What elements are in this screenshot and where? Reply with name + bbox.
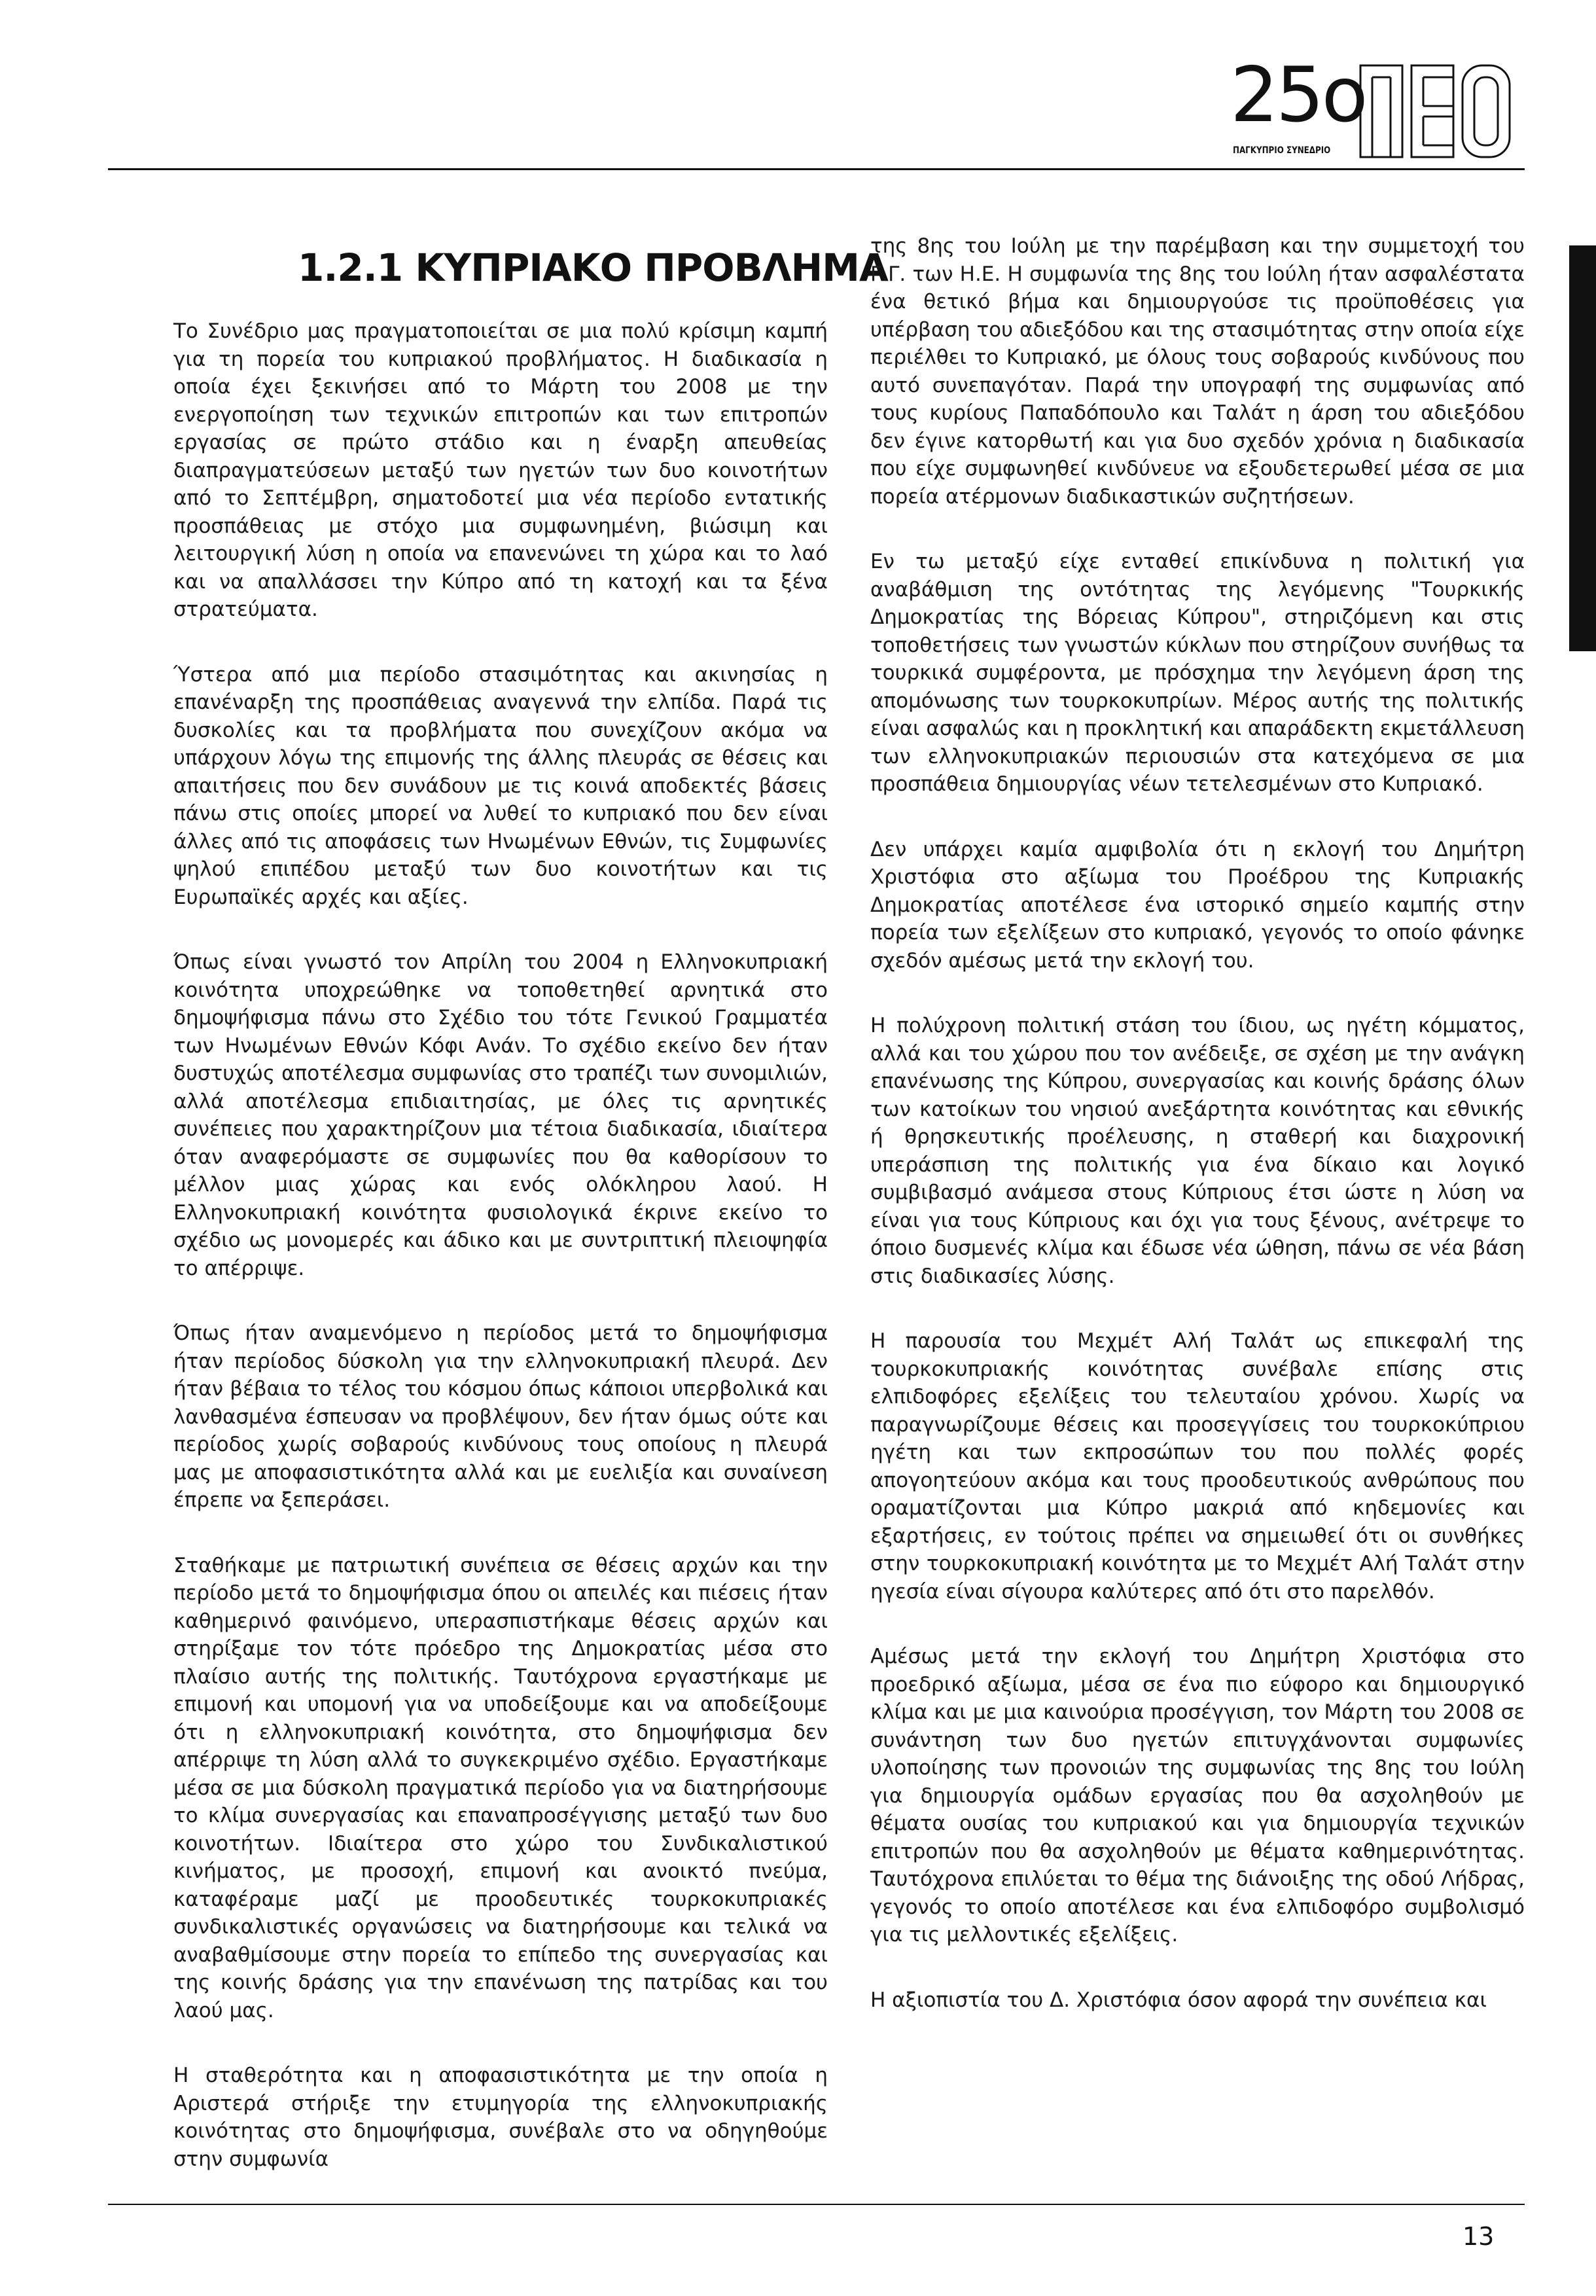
logo-number: 25ο — [1230, 51, 1366, 139]
paragraph: Εν τω μεταξύ είχε ενταθεί επικίνδυνα η πολιτική για αναβάθμιση της οντότητας της λεγόμενης "Τουρκικής Δημοκρατίας της Βόρειας Κύπρου", στηριζόμενη και στις τοποθετήσεις των γνωστών κύκλων που στηρίζουν συνήθως τα τουρκικά συμφέροντα, με πρόσχημα την λεγόμενη άρση της απομόνωσης των τουρκοκυπρίων. Μέρος αυτής της πολιτικής είναι ασφαλώς και η προκλητική και απαράδεκτη εκμετάλλευση των ελληνοκυπριακών περιουσιών στα κατεχόμενα σε μια προσπάθεια δημιουργίας νέων τετελεσμένων στο Κυπριακό. — [870, 550, 1525, 796]
paragraph: της 8ης του Ιούλη με την παρέμβαση και την συμμετοχή του Γ.Γ. των Η.Ε. Η συμφωνία της 8ης του Ιούλη ήταν ασφαλέστατα ένα θετικό βήμα και δημιουργούσε τις προϋποθέσεις για υπέρβαση του αδιεξόδου και της στασιμότητας στην οποία είχε περιέλθει το Κυπριακό, με όλους τους σοβαρούς κινδύνους που αυτό συνεπαγόταν. Παρά την υπογραφή της συμφωνίας από τους κυρίους Παπαδόπουλο και Ταλάτ η άρση του αδιεξόδου δεν έγινε κατορθωτή και για δυο σχεδόν χρόνια η διαδικασία που είχε συμφωνηθεί κινδύνευε να εξουδετερωθεί μέσα σε μια πορεία ατέρμονων διαδικαστικών συζητήσεων. — [870, 234, 1525, 509]
section-title: 1.2.1 ΚΥΠΡΙΑΚΟ ΠΡΟΒΛΗΜΑ — [298, 245, 888, 290]
paragraph: Η σταθερότητα και η αποφασιστικότητα με την οποία η Αριστερά στήριξε την ετυμηγορία της ελληνοκυπριακής κοινότητας στο δημοψήφισμα, συνέβαλε στο να οδηγηθούμε στην συμφωνία — [173, 2064, 828, 2171]
logo-letters-graphic — [1358, 62, 1515, 160]
paragraph: Όπως είναι γνωστό τον Απρίλη του 2004 η Ελληνοκυπριακή κοινότητα υποχρεώθηκε να τοποθετηθεί αρνητικά στο δημοψήφισμα πάνω στο Σχέδιο του τότε Γενικού Γραμματέα των Ηνωμένων Εθνών Κόφι Ανάν. Το σχέδιο εκείνο δεν ήταν δυστυχώς αποτέλεσμα συμφωνίας στο τραπέζι των συνομιλιών, αλλά αποτέλεσμα επιδιαιτησίας, με όλες τις αρνητικές συνέπειες που χαρακτηρίζουν μια τέτοια διαδικασία, ιδιαίτερα όταν αναφερόμαστε σε συμφωνίες που θα καθορίσουν το μέλλον μιας χώρας και ενός ολόκληρου λαού. Η Ελληνοκυπριακή κοινότητα φυσιολογικά έκρινε εκείνο το σχέδιο ως μονομερές και άδικο και με συντριπτική πλειοψηφία το απέρριψε. — [173, 950, 828, 1280]
header-rule — [108, 168, 1525, 170]
footer-rule — [108, 2204, 1525, 2205]
left-column — [173, 232, 888, 2210]
paragraph: Το Συνέδριο μας πραγματοποιείται σε μια πολύ κρίσιμη καμπή για τη πορεία του κυπριακού προβλήματος. Η διαδικασία η οποία έχει ξεκινήσει από το Μάρτη του 2008 με την ενεργοποίηση των τεχνικών επιτροπών και των επιτροπών εργασίας σε πρώτο στάδιο και η έναρξη απευθείας διαπραγματεύσεων μεταξύ των ηγετών των δυο κοινοτήτων από το Σεπτέμβρη, σηματοδοτεί μια νέα περίοδο εντατικής προσπάθειας με στόχο μια συμφωνημένη, βιώσιμη και λειτουργική λύση η οποία να επανενώνει τη χώρα και το λαό και να απαλλάσσει την Κύπρο από τη κατοχή και τα ξένα στρατεύματα. — [173, 319, 828, 621]
paragraph: Αμέσως μετά την εκλογή του Δημήτρη Χριστόφια στο προεδρικό αξίωμα, μέσα σε ένα πιο εύφορο και δημιουργικό κλίμα και με μια καινούρια προσέγγιση, τον Μάρτη του 2008 σε συνάντηση των δυο ηγετών επιτυγχάνονται συμφωνίες υλοποίησης των προνοιών της συμφωνίας της 8ης του Ιούλη για δημιουργία ομάδων εργασίας που θα ασχοληθούν με θέματα ουσίας του κυπριακού και για δημιουργία τεχνικών επιτροπών που θα ασχοληθούν με θέματα καθημερινότητας. Ταυτόχρονα επιλύεται το θέμα της διάνοιξης της οδού Λήδρας, γεγονός το οποίο αποτέλεσε και ένα ελπιδοφόρο συμβολισμό για τις μελλοντικές εξελίξεις. — [870, 1645, 1525, 1946]
page-number: 13 — [1463, 2222, 1495, 2251]
paragraph: Η πολύχρονη πολιτική στάση του ίδιου, ως ηγέτη κόμματος, αλλά και του χώρου που τον ανέδειξε, σε σχέση με την ανάγκη επανένωσης της Κύπρου, συνεργασίας και κοινής δράσης όλων των κατοίκων του νησιού ανεξάρτητα κοινότητας και εθνικής ή θρησκευτικής προέλευσης, η σταθερή και διαχρονική υπεράσπιση της πολιτικής για ένα δίκαιο και λογικό συμβιβασμό ανάμεσα στους Κύπριους έτσι ώστε η λύση να είναι για τους Κύπριους και όχι για τους ξένους, ανέτρεψε το όποιο δυσμενές κλίμα και έδωσε νέα ώθηση, πάνω σε νέα βάση στις διαδικασίες λύσης. — [870, 1014, 1525, 1288]
paragraph: Σταθήκαμε με πατριωτική συνέπεια σε θέσεις αρχών και την περίοδο μετά το δημοψήφισμα όπου οι απειλές και πιέσεις ήταν καθημερινό φαινόμενο, υπερασπιστήκαμε θέσεις αρχών και στηρίξαμε τον τότε πρόεδρο της Δημοκρατίας μέσα στο πλαίσιο αυτής της πολιτικής. Ταυτόχρονα εργαστήκαμε με επιμονή και υπομονή για να υποδείξουμε και να αποδείξουμε ότι η ελληνοκυπριακή κοινότητα, στο δημοψήφισμα δεν απέρριψε τη λύση αλλά το συγκεκριμένο σχέδιο. Εργαστήκαμε μέσα σε μια δύσκολη πραγματικά περίοδο για να διατηρήσουμε το κλίμα συνεργασίας και επαναπροσέγγισης μεταξύ των δυο κοινοτήτων. Ιδιαίτερα στο χώρο του Συνδικαλιστικού κινήματος, με προσοχή, επιμονή και ανοικτό πνεύμα, καταφέραμε μαζί με προοδευτικές τουρκοκυπριακές συνδικαλιστικές οργανώσεις να διατηρήσουμε και τελικά να αναβαθμίσουμε στην πορεία το επίπεδο της συνεργασίας και της κοινής δράσης για την επανένωση της πατρίδας και του λαού μας. — [173, 1553, 828, 2022]
section-marker-tab — [1569, 245, 1596, 651]
paragraph: Η αξιοπιστία του Δ. Χριστόφια όσον αφορά την συνέπεια και — [870, 1988, 1487, 2012]
logo-subtitle: ΠΑΓΚΥΠΡΙΟ ΣΥΝΕΔΡΙΟ — [1233, 145, 1331, 156]
paragraph: Δεν υπάρχει καμία αμφιβολία ότι η εκλογή του Δημήτρη Χριστόφια στο αξίωμα του Προέδρου της Κυπριακής Δημοκρατίας αποτέλεσε ένα ιστορικό σημείο καμπής στην πορεία των εξελίξεων στο κυπριακό, γεγονός το οποίο φάνηκε σχεδόν αμέσως μετά την εκλογή του. — [870, 837, 1525, 973]
paragraph: Η παρουσία του Μεχμέτ Αλή Ταλάτ ως επικεφαλή της τουρκοκυπριακής κοινότητας συνέβαλε επίσης στις ελπιδοφόρες εξελίξεις του τελευταίου χρόνου. Χωρίς να παραγνωρίζουμε θέσεις και προσεγγίσεις του τουρκοκύπριου ηγέτη και των εκπροσώπων του που πολλές φορές απογοητεύουν ακόμα και τους προοδευτικούς ανθρώπους που οραματίζονται μια Κύπρο μακριά από κηδεμονίες και εξαρτήσεις, εν τούτοις πρέπει να σημειωθεί ότι οι συνθήκες στην τουρκοκυπριακή κοινότητα με το Μεχμέτ Αλή Ταλάτ στην ηγεσία είναι σίγουρα καλύτερες από ότι στο παρελθόν. — [870, 1329, 1525, 1604]
congress-logo — [1230, 51, 1518, 162]
paragraph: Όπως ήταν αναμενόμενο η περίοδος μετά το δημοψήφισμα ήταν περίοδος δύσκολη για την ελληνοκυπριακή πλευρά. Δεν ήταν βέβαια το τέλος του κόσμου όπως κάποιοι υπερβολικά και λανθασμένα έσπευσαν να προβλέψουν, δεν ήταν όμως ούτε και περίοδος χωρίς σοβαρούς κινδύνους τους οποίους η πλευρά μας με αποφασιστικότητα αλλά και με ευελιξία και συναίνεση έπρεπε να ξεπεράσει. — [173, 1321, 828, 1512]
paragraph: Ύστερα από μια περίοδο στασιμότητας και ακινησίας η επανέναρξη της προσπάθειας αναγεννά την ελπίδα. Παρά τις δυσκολίες και τα προβλήματα που συνεχίζουν ακόμα να υπάρχουν λόγω της επιμονής της άλλης πλευράς σε θέσεις και απαιτήσεις που δεν συνάδουν με τις κοινά αποδεκτές βάσεις πάνω στις οποίες μπορεί να λυθεί το κυπριακό που δεν είναι άλλες από τις αποφάσεις των Ηνωμένων Εθνών, τις Συμφωνίες ψηλού επιπέδου μεταξύ των δυο κοινοτήτων και τις Ευρωπαϊκές αρχές και αξίες. — [173, 662, 828, 909]
right-column — [870, 232, 1525, 2051]
